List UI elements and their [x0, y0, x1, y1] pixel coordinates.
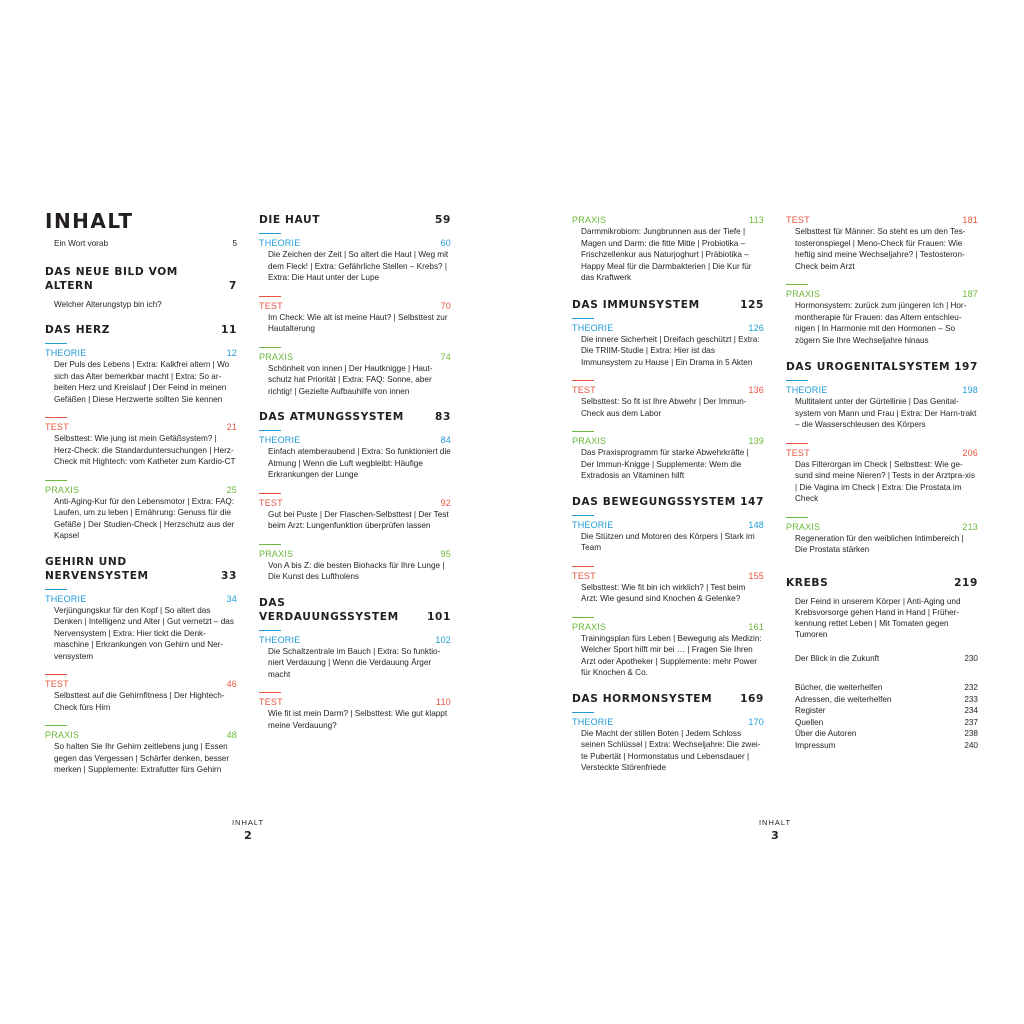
section-heading[interactable] — [786, 215, 978, 226]
entry-label: Impressum — [795, 740, 836, 750]
chapter-page: 197 — [954, 361, 978, 373]
section-test — [786, 443, 978, 505]
section-page: 46 — [226, 679, 237, 689]
section-text: Gut bei Puste | Der Flaschen-Selbsttest | Der Test beim Arzt: Lungenfunktion überprüfen lassen — [268, 509, 449, 530]
section-heading[interactable] — [45, 730, 237, 741]
chapter-heading[interactable] — [572, 495, 764, 509]
chapter-altern — [45, 265, 237, 310]
section-rule — [45, 417, 67, 418]
section-label: THEORIE — [572, 322, 614, 333]
section-label: THEORIE — [45, 348, 87, 358]
toc-entry-zukunft[interactable] — [786, 653, 978, 665]
section-page: 60 — [440, 238, 451, 248]
chapter-heading[interactable] — [572, 692, 764, 706]
section-page: 136 — [748, 385, 764, 395]
toc-column-3 — [572, 215, 764, 787]
chapter-heading[interactable] — [45, 555, 237, 583]
section-page: 21 — [226, 422, 237, 432]
section-text: Selbsttest für Männer: So steht es um den Tes-tosteronspiegel | Meno-Check für Frauen: Wie heftig sind meine Wechseljahre? | Testosteron-Check beim Arzt — [795, 227, 966, 271]
section-rule — [786, 284, 808, 285]
section-rule — [259, 296, 281, 297]
entry-label: Register — [795, 706, 826, 715]
chapter-page: 33 — [221, 569, 237, 582]
toc-entry-intro[interactable] — [45, 238, 237, 249]
chapter-title: GEHIRN UND NERVENSYSTEM — [45, 555, 149, 582]
chapter-urogenital — [786, 360, 978, 556]
toc-column-4 — [786, 215, 978, 751]
section-rule — [259, 493, 281, 494]
chapter-page: 169 — [740, 692, 764, 705]
chapter-page: 147 — [740, 495, 764, 508]
section-theorie — [572, 712, 764, 774]
folio-label: INHALT — [758, 818, 792, 827]
section-heading[interactable] — [572, 215, 764, 226]
section-label: TEST — [786, 215, 810, 225]
section-text: Das Praxisprogramm für starke Abwehrkräfte | Der Immun-Knigge | Supplemente: Wem die Extradosis an Vitaminen hilft — [581, 448, 749, 480]
section-page: 25 — [226, 484, 237, 495]
section-heading[interactable] — [786, 522, 978, 533]
section-page: 170 — [748, 716, 764, 727]
section-rule — [259, 544, 281, 545]
section-rule — [45, 589, 67, 590]
chapter-page: 11 — [221, 324, 237, 336]
section-text: Der Puls des Lebens | Extra: Kalkfrei altern | Wo sich das Alter bemerkbar macht | Extra: So ar-beiten Herz und Kreislauf | Der Feind in meinen Gefäßen | Diese Herzwerte sollten Sie kennen — [54, 360, 230, 404]
section-rule — [259, 630, 281, 631]
section-heading[interactable] — [572, 717, 764, 728]
toc-column-1 — [45, 210, 237, 789]
entry-label: Adressen, die weiterhelfen — [795, 694, 892, 704]
section-page: 12 — [226, 348, 237, 358]
section-text: So halten Sie Ihr Gehirn zeitlebens jung | Essen gegen das Vergessen | Schärfer denken, besser merken | Supplemente: Extrafutter fürs Gehirn — [54, 742, 230, 774]
entry-label: Der Blick in die Zukunft — [795, 653, 880, 663]
section-label: TEST — [45, 422, 69, 432]
chapter-title: DAS HORMONSYSTEM — [572, 692, 713, 705]
section-text: Von A bis Z: die besten Biohacks für Ihre Lunge | Die Kunst des Luftholens — [268, 560, 445, 581]
section-rule — [786, 443, 808, 444]
section-label: TEST — [572, 385, 596, 395]
section-label: THEORIE — [259, 634, 301, 645]
section-text: Das Filterorgan im Check | Selbsttest: Wie ge-sund sind meine Nieren? | Tests in der Arztpra-xis | Die Vagina im Check | Extra: Die Prostata im Check — [795, 459, 975, 503]
entry-page: 232 — [964, 683, 978, 692]
section-heading[interactable] — [259, 435, 451, 446]
section-praxis-verdauung — [572, 215, 764, 284]
section-page: 92 — [440, 497, 451, 508]
section-heading[interactable] — [786, 385, 978, 396]
section-theorie — [572, 515, 764, 554]
section-page: 198 — [962, 385, 978, 395]
section-label: THEORIE — [45, 593, 87, 604]
chapter-verdauung — [259, 596, 451, 732]
section-page: 206 — [962, 447, 978, 458]
chapter-subtitle: Welcher Alterungstyp bin ich? — [54, 300, 162, 309]
section-text: Selbsttest: So fit ist Ihre Abwehr | Der Immun-Check aus dem Labor — [581, 397, 747, 418]
section-text: Selbsttest: Wie fit bin ich wirklich? | Test beim Arzt: Wie gesund sind Knochen & Gelenke? — [581, 582, 746, 603]
entry-page: 240 — [964, 740, 978, 750]
section-text: Die Schaltzentrale im Bauch | Extra: So funktio-niert Verdauung | Wenn die Verdauung Ärger macht — [268, 646, 441, 679]
section-label: PRAXIS — [572, 621, 607, 632]
chapter-herz — [45, 323, 237, 542]
section-heading[interactable] — [572, 323, 764, 334]
section-page: 126 — [748, 322, 764, 333]
section-heading[interactable] — [259, 635, 451, 646]
section-rule — [259, 347, 281, 348]
toc-column-2 — [259, 213, 451, 744]
section-page: 70 — [440, 300, 451, 311]
section-test-hormon — [786, 215, 978, 272]
section-label: TEST — [259, 300, 283, 311]
chapter-gehirn — [45, 555, 237, 776]
chapter-title: DAS HERZ — [45, 324, 111, 336]
chapter-heading[interactable] — [259, 596, 451, 624]
section-praxis — [45, 725, 237, 776]
section-heading[interactable] — [45, 485, 237, 496]
section-text: Hormonsystem: zurück zum jüngeren Ich | Hor-montherapie für Frauen: das Altern entschleu-nigen | In Harmonie mit den Hormonen – So zögern Sie Ihre Wechseljahre hinaus — [795, 301, 967, 345]
section-heading[interactable] — [572, 571, 764, 582]
section-rule — [572, 712, 594, 713]
section-page: 95 — [440, 548, 451, 559]
section-test — [259, 692, 451, 731]
section-label: THEORIE — [259, 435, 301, 445]
section-praxis — [786, 517, 978, 556]
back-matter-list — [786, 682, 978, 751]
section-heading[interactable] — [786, 289, 978, 300]
section-heading[interactable] — [45, 679, 237, 690]
section-rule — [572, 431, 594, 432]
section-page: 161 — [748, 621, 764, 632]
section-rule — [259, 692, 281, 693]
section-label: PRAXIS — [45, 730, 80, 740]
chapter-heading[interactable] — [572, 298, 764, 312]
section-page: 139 — [748, 436, 764, 446]
section-label: TEST — [259, 497, 283, 508]
section-heading[interactable] — [259, 549, 451, 560]
chapter-bewegung — [572, 495, 764, 679]
section-rule — [572, 617, 594, 618]
section-text: Wie fit ist mein Darm? | Selbsttest: Wie gut klappt meine Verdauung? — [268, 709, 448, 730]
section-label: PRAXIS — [572, 215, 607, 225]
section-text: Die Stützen und Motoren des Körpers | Stark im Team — [581, 531, 755, 552]
chapter-heading[interactable] — [45, 323, 237, 337]
section-praxis — [259, 347, 451, 398]
section-label: TEST — [259, 697, 283, 707]
chapter-title: DAS NEUE BILD VOM ALTERN — [45, 266, 178, 292]
toc-entry-back-matter[interactable] — [786, 717, 978, 729]
section-label: PRAXIS — [572, 436, 607, 446]
section-theorie — [45, 589, 237, 663]
section-text: Im Check: Wie alt ist meine Haut? | Selbsttest zur Hautalterung — [268, 312, 448, 333]
section-heading[interactable] — [259, 301, 451, 312]
section-text: Multitalent unter der Gürtellinie | Das Genital-system von Mann und Frau | Extra: Der Harn-trakt – die Wasserschleusen des Körpers — [795, 397, 977, 429]
entry-page: 5 — [232, 239, 237, 248]
section-text: Trainingsplan fürs Leben | Bewegung als Medizin: Welcher Sport hilft mir bei … | Fragen Sie Ihren Arzt oder Apotheker | Supplemente: mehr Power für Knochen & Co. — [581, 633, 762, 677]
section-test — [45, 417, 237, 468]
section-text: Die innere Sicherheit | Dreifach geschützt | Extra: Die TRIIM-Studie | Extra: Hier ist das Immunsystem zu Hause | Ein Drama in 5 Akten — [581, 334, 760, 367]
folio-label: INHALT — [231, 818, 265, 827]
section-test — [572, 380, 764, 419]
chapter-page: 125 — [740, 298, 764, 311]
section-theorie — [572, 318, 764, 369]
chapter-immun — [572, 298, 764, 482]
chapter-title: DAS UROGENITALSYSTEM — [786, 361, 951, 373]
section-heading[interactable] — [572, 385, 764, 396]
section-rule — [45, 674, 67, 675]
chapter-title: DAS ATMUNGSSYSTEM — [259, 411, 404, 423]
section-rule — [572, 380, 594, 381]
section-page: 181 — [962, 215, 978, 225]
entry-page: 234 — [964, 706, 978, 715]
chapter-title: DAS IMMUNSYSTEM — [572, 298, 700, 311]
chapter-heading[interactable] — [45, 265, 237, 293]
chapter-title: DIE HAUT — [259, 214, 321, 226]
section-page: 148 — [748, 519, 764, 530]
section-heading[interactable] — [45, 422, 237, 433]
section-heading[interactable] — [786, 448, 978, 459]
chapter-title: DAS VERDAUUNGSSYSTEM — [259, 596, 399, 623]
section-label: PRAXIS — [786, 521, 821, 532]
section-praxis — [259, 544, 451, 583]
chapter-subtitle: Der Feind in unserem Körper | Anti-Aging und Krebsvorsorge gehen Hand in Hand | Früher-kennung rettet Leben | Mit Tomaten gegen Tumoren — [795, 596, 961, 639]
section-label: PRAXIS — [786, 289, 821, 299]
entry-page: 237 — [964, 717, 978, 727]
section-heading[interactable] — [572, 622, 764, 633]
entry-page: 238 — [964, 729, 978, 738]
page-title: INHALT — [45, 209, 134, 233]
chapter-title: KREBS — [786, 576, 829, 589]
section-theorie — [259, 630, 451, 681]
section-heading[interactable] — [259, 498, 451, 509]
toc-entry-back-matter[interactable] — [786, 740, 978, 752]
chapter-atmung — [259, 410, 451, 583]
folio-right — [745, 818, 805, 844]
section-heading[interactable] — [259, 352, 451, 363]
chapter-page: 83 — [435, 411, 451, 423]
section-text: Darmmikrobiom: Jungbrunnen aus der Tiefe | Magen und Darm: die fitte Mitte | Probiotika – Frischzellenkur aus Naturjoghurt | Präbiotika – Happy Meal für die Darmbakterien | Die Kur für das Kraftwerk — [581, 227, 752, 282]
section-label: THEORIE — [786, 385, 828, 395]
toc-entry-back-matter[interactable] — [786, 694, 978, 706]
page-number: 3 — [771, 829, 779, 842]
chapter-heading[interactable] — [259, 213, 451, 227]
entry-label: Quellen — [795, 717, 824, 727]
entry-label: Bücher, die weiterhelfen — [795, 683, 883, 692]
section-rule — [45, 480, 67, 481]
chapter-hormon — [572, 692, 764, 774]
section-page: 213 — [962, 521, 978, 532]
page-number: 2 — [244, 829, 252, 842]
section-rule — [45, 343, 67, 344]
section-heading[interactable] — [259, 238, 451, 249]
chapter-title: DAS BEWEGUNGSSYSTEM — [572, 495, 736, 508]
section-text: Die Zeichen der Zeit | So altert die Haut | Weg mit dem Fleck! | Extra: Gefährliche Stellen – Krebs? | Extra: Die Haut unter der Lupe — [268, 250, 449, 282]
section-page: 187 — [962, 289, 978, 299]
section-page: 113 — [749, 215, 764, 225]
toc-entry-back-matter[interactable] — [786, 728, 978, 740]
section-rule — [259, 233, 281, 234]
section-theorie — [259, 430, 451, 481]
section-rule — [45, 725, 67, 726]
folio-left — [218, 818, 278, 844]
section-label: TEST — [572, 570, 596, 581]
chapter-page: 101 — [427, 610, 451, 623]
section-rule — [786, 517, 808, 518]
section-rule — [572, 566, 594, 567]
section-label: TEST — [45, 679, 69, 689]
section-text: Regeneration für den weiblichen Intimbereich | Die Prostata stärken — [795, 533, 964, 554]
section-label: THEORIE — [572, 519, 614, 530]
section-label: PRAXIS — [259, 548, 294, 559]
section-test — [572, 566, 764, 605]
section-text: Die Macht der stillen Boten | Jedem Schloss seinen Schlüssel | Extra: Wechseljahre: Die zwei-te Pubertät | Hormonstatus und Lebensdauer | Versteckte Störenfriede — [581, 728, 761, 772]
section-praxis — [572, 431, 764, 482]
section-heading[interactable] — [259, 697, 451, 708]
toc-entry-back-matter[interactable] — [786, 682, 978, 694]
section-theorie — [45, 343, 237, 405]
section-label: PRAXIS — [259, 351, 294, 362]
chapter-page: 219 — [954, 576, 978, 589]
section-label: PRAXIS — [45, 484, 80, 495]
section-rule — [572, 318, 594, 319]
section-text: Verjüngungskur für den Kopf | So altert das Denken | Intelligenz und Alter | Gut vernetzt – das Nervensystem | Extra: Hier tickt die Denk-maschine | Erkrankungen von Gehirn und Ner-vensystem — [54, 605, 234, 661]
entry-label: Ein Wort vorab — [54, 239, 108, 248]
section-theorie — [786, 380, 978, 431]
section-text: Anti-Aging-Kur für den Lebensmotor | Extra: FAQ: Laufen, um zu leben | Ernährung: Genuss für die Gefäße | Der Studien-Check | Herzschutz aus der Kapsel — [54, 496, 235, 540]
section-praxis — [572, 617, 764, 679]
section-rule — [572, 515, 594, 516]
section-praxis — [45, 480, 237, 542]
section-page: 34 — [226, 593, 237, 604]
section-theorie — [259, 233, 451, 284]
entry-page: 230 — [964, 653, 978, 663]
section-label: THEORIE — [259, 238, 301, 248]
section-rule — [786, 380, 808, 381]
section-text: Schönheit von innen | Der Hautknigge | Haut-schutz hat Priorität | Extra: FAQ: Sonne, aber richtig! | Gezielte Aufbauhilfe von innen — [268, 363, 433, 396]
section-test — [259, 493, 451, 532]
section-page: 48 — [226, 730, 237, 740]
section-text: Einfach atemberaubend | Extra: So funktioniert die Atmung | Wenn die Luft wegbleibt: Häufige Erkrankungen der Lunge — [268, 447, 451, 479]
chapter-heading[interactable] — [786, 576, 978, 590]
section-text: Selbsttest auf die Gehirnfitness | Der Hightech-Check fürs Hirn — [54, 691, 225, 712]
section-praxis-hormon — [786, 284, 978, 346]
section-page: 155 — [748, 570, 764, 581]
entry-label: Über die Autoren — [795, 729, 857, 738]
section-heading[interactable] — [45, 348, 237, 359]
section-label: TEST — [786, 447, 810, 458]
chapter-haut — [259, 213, 451, 397]
section-page: 74 — [440, 351, 451, 362]
section-text: Selbsttest: Wie jung ist mein Gefäßsystem? | Herz-Check: die Standarduntersuchungen | Herz-Check mit Hightech: vom Katheter zum Kardio-CT — [54, 434, 236, 466]
entry-page: 233 — [964, 694, 978, 704]
section-heading[interactable] — [572, 520, 764, 531]
section-test — [259, 296, 451, 335]
chapter-heading[interactable] — [259, 410, 451, 424]
chapter-krebs — [786, 576, 978, 640]
chapter-heading[interactable] — [786, 360, 978, 374]
section-heading[interactable] — [572, 436, 764, 447]
chapter-page: 7 — [229, 280, 237, 292]
section-page: 110 — [436, 697, 451, 707]
chapter-page: 59 — [435, 214, 451, 226]
section-label: THEORIE — [572, 716, 614, 727]
section-page: 102 — [435, 634, 451, 645]
section-page: 84 — [440, 435, 451, 445]
toc-entry-back-matter[interactable] — [786, 705, 978, 717]
section-heading[interactable] — [45, 594, 237, 605]
section-rule — [259, 430, 281, 431]
section-test — [45, 674, 237, 713]
